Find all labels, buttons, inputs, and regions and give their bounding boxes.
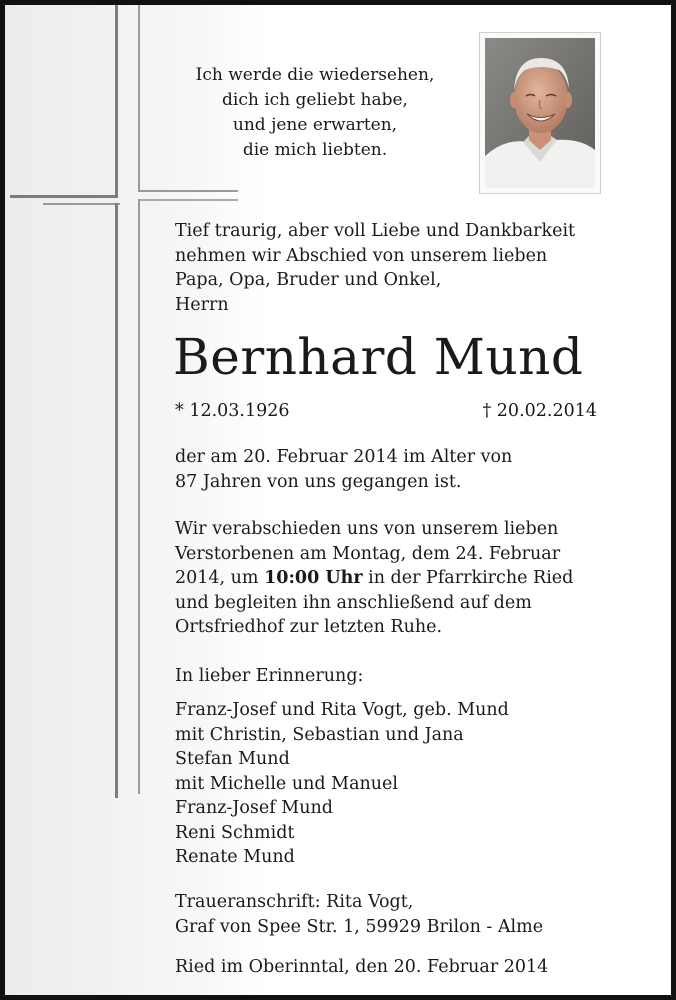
portrait-photo-frame xyxy=(479,32,601,194)
intro-text xyxy=(175,219,575,317)
funeral-service-text xyxy=(175,517,573,640)
mourning-address xyxy=(175,890,543,939)
cross-line xyxy=(115,5,118,198)
poem-line: dich ich geliebt habe, xyxy=(222,90,408,110)
family-member: mit Christin, Sebastian und Jana xyxy=(175,724,464,745)
service-line: Wir verabschieden uns von unserem lieben xyxy=(175,519,559,539)
passing-text xyxy=(175,445,512,494)
family-member: Franz-Josef Mund xyxy=(175,798,333,818)
poem-line: und jene erwarten, xyxy=(232,115,398,135)
passing-line: der am 20. Februar 2014 im Alter von xyxy=(175,447,513,467)
portrait-photo xyxy=(485,38,595,188)
family-member: Renate Mund xyxy=(175,847,295,867)
poem-line: Ich werde die wiedersehen, xyxy=(195,65,435,85)
family-list xyxy=(175,698,509,870)
service-line: und begleiten ihn anschließend auf dem xyxy=(175,592,532,613)
intro-line: nehmen wir Abschied von unserem lieben xyxy=(175,245,548,266)
birth-date: * 12.03.1926 xyxy=(175,401,290,421)
deceased-name: Bernhard Mund xyxy=(173,328,584,386)
service-time: 10:00 Uhr xyxy=(264,568,363,588)
address-line: Graf von Spee Str. 1, 59929 Brilon - Alme xyxy=(175,916,544,937)
service-line xyxy=(175,566,573,591)
intro-line: Herrn xyxy=(175,294,229,315)
cross-line xyxy=(138,5,140,190)
family-member: Reni Schmidt xyxy=(175,822,295,843)
cross-line xyxy=(138,199,238,201)
intro-line: Tief traurig, aber voll Liebe und Dankbarkeit xyxy=(175,221,576,241)
passing-line: 87 Jahren von uns gegangen ist. xyxy=(175,471,462,492)
cross-line xyxy=(43,203,120,205)
service-date-text: 2014, um xyxy=(175,568,265,588)
service-location-text: in der Pfarrkirche Ried xyxy=(362,568,574,588)
cross-line xyxy=(10,195,118,198)
service-line: Verstorbenen am Montag, dem 24. Februar xyxy=(175,543,561,564)
memorial-poem xyxy=(155,63,475,163)
address-line: Traueranschrift: Rita Vogt, xyxy=(175,892,414,912)
cross-line xyxy=(138,199,140,794)
place-and-date: Ried im Oberinntal, den 20. Februar 2014 xyxy=(175,957,549,977)
memory-heading: In lieber Erinnerung: xyxy=(175,666,364,686)
cross-line xyxy=(138,190,238,192)
intro-line: Papa, Opa, Bruder und Onkel, xyxy=(175,270,442,290)
family-member: mit Michelle und Manuel xyxy=(175,773,398,794)
death-date: † 20.02.2014 xyxy=(482,401,597,421)
family-member: Franz-Josef und Rita Vogt, geb. Mund xyxy=(175,700,509,720)
poem-line: die mich liebten. xyxy=(242,140,388,160)
cross-line xyxy=(115,203,118,798)
service-line: Ortsfriedhof zur letzten Ruhe. xyxy=(175,617,443,637)
family-member: Stefan Mund xyxy=(175,749,290,769)
